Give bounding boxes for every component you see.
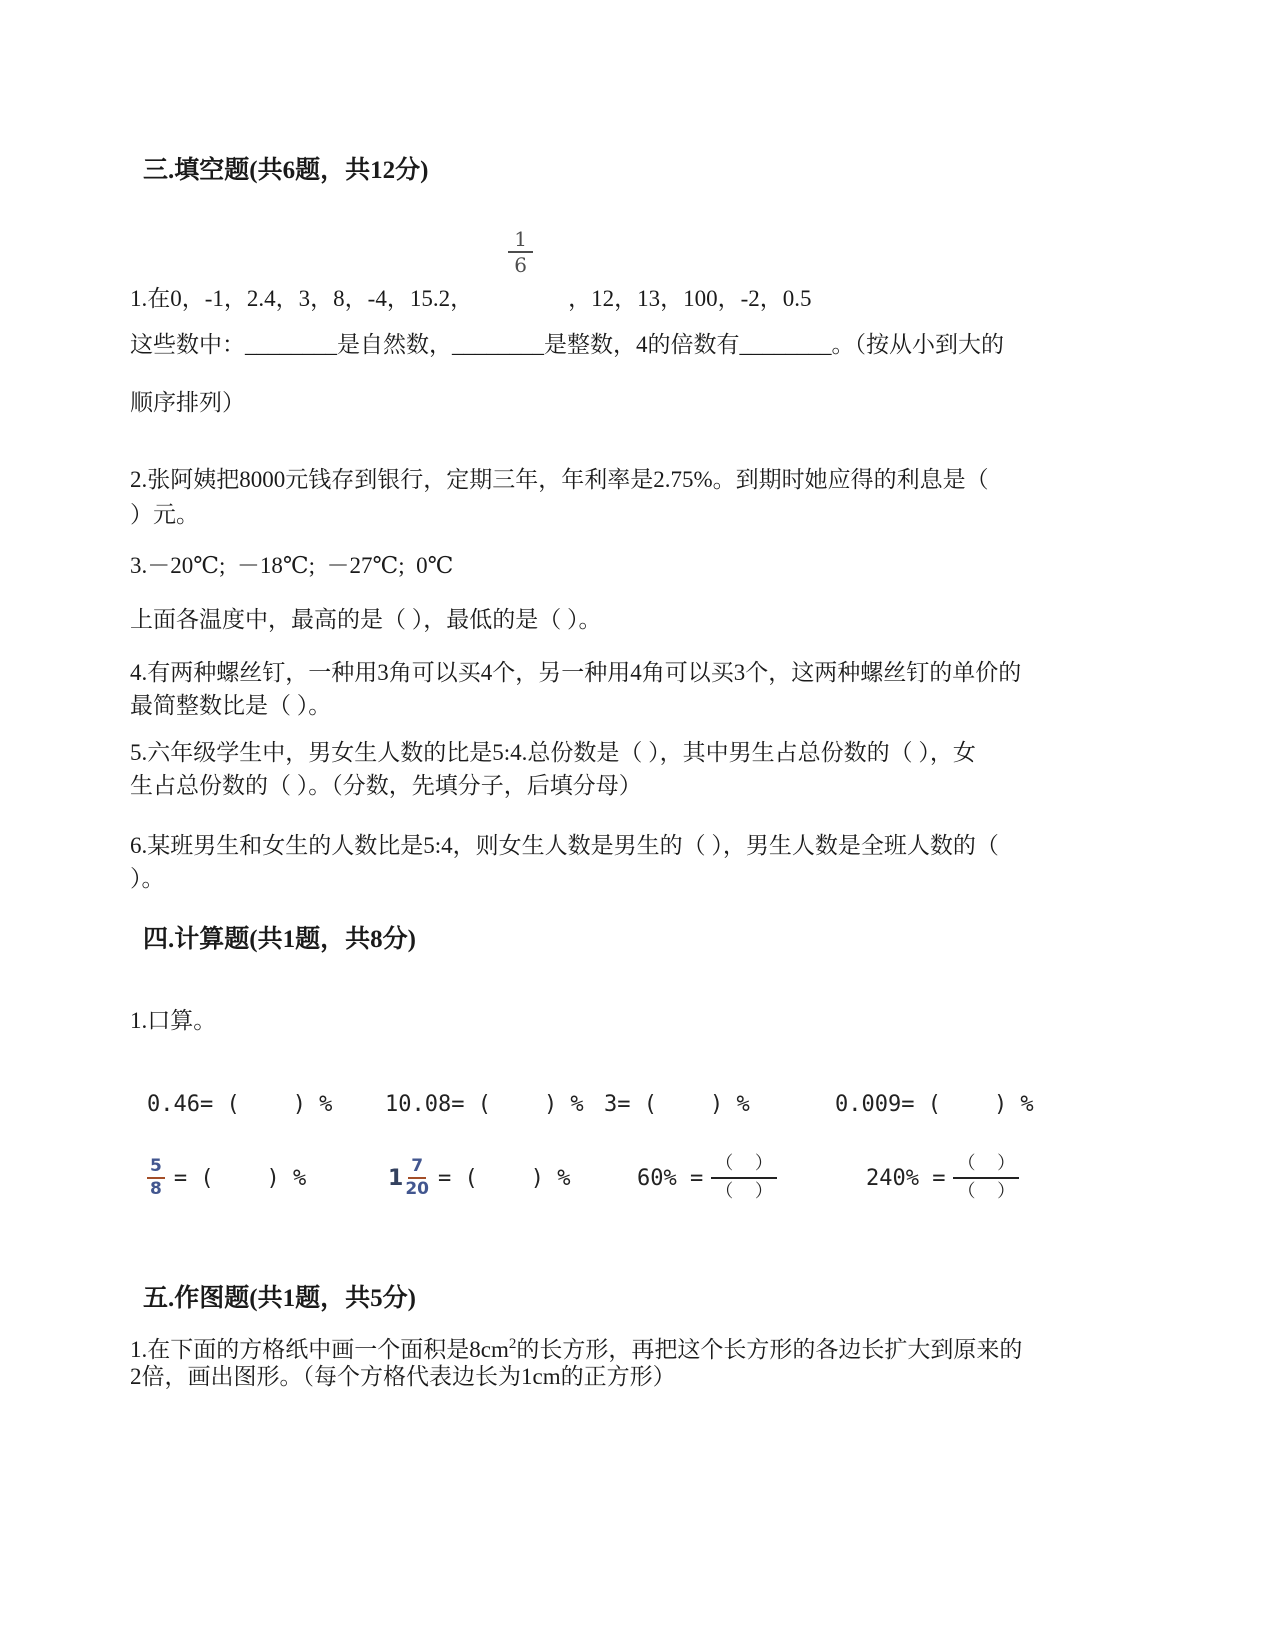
question-line: 最简整数比是（ ）。	[130, 693, 332, 718]
question-line	[130, 1329, 1022, 1365]
question-line: 3.－20℃; －18℃; －27℃; 0℃	[130, 553, 454, 578]
section-heading-calculation: 四.计算题(共1题，共8分)	[143, 926, 416, 953]
fraction-numerator: 1	[508, 228, 533, 253]
blank-fraction	[711, 1152, 777, 1204]
calc-item-five-eighths	[147, 1142, 306, 1214]
question-line: 6.某班男生和女生的人数比是5:4，则女生人数是男生的（ ），男生人数是全班人数的（	[130, 833, 999, 858]
fraction-numerator: 5	[147, 1157, 165, 1179]
question-line: 这些数中：________是自然数，________是整数，4的倍数有________。（按从小到大的	[130, 332, 1004, 357]
question-line: 5.六年级学生中，男女生人数的比是5:4.总份数是（ ），其中男生占总份数的（ ），女	[130, 740, 976, 765]
drawing-line1-pre: 1.在下面的方格纸中画一个面积是8cm	[130, 1337, 509, 1362]
calc-equals-blank: = ( ) %	[173, 1165, 307, 1191]
question-line: 2倍，画出图形。（每个方格代表边长为1cm的正方形）	[130, 1364, 676, 1389]
question-line: ）元。	[130, 502, 199, 527]
fraction-denominator: 8	[150, 1179, 162, 1199]
fraction-numerator: （ ）	[711, 1152, 777, 1179]
question-line: 上面各温度中，最高的是（ ），最低的是（ ）。	[130, 607, 602, 632]
mixed-number-whole: 1	[388, 1165, 404, 1191]
question-line: 顺序排列）	[130, 390, 245, 415]
calc-item-10-08-percent: 10.08= ( ) %	[385, 1092, 584, 1117]
calc-equals-blank: = ( ) %	[437, 1165, 571, 1191]
fraction-numerator: 7	[408, 1157, 426, 1179]
question-line: 2.张阿姨把8000元钱存到银行，定期三年，年利率是2.75%。到期时她应得的利息是（	[130, 467, 989, 492]
question-line: 4.有两种螺丝钉，一种用3角可以买4个，另一种用4角可以买3个，这两种螺丝钉的单价的	[130, 660, 1022, 685]
calc-label: 240% =	[866, 1165, 946, 1191]
calc-item-60-percent	[637, 1142, 777, 1214]
calc-item-0-46-percent: 0.46= ( ) %	[147, 1092, 333, 1117]
fraction-one-sixth	[473, 227, 568, 314]
drawing-line1-post: 的长方形，再把这个长方形的各边长扩大到原来的	[516, 1337, 1023, 1362]
question-line	[130, 227, 812, 314]
fraction-denominator: （ ）	[715, 1181, 773, 1202]
fraction-stack	[508, 228, 533, 276]
q1-number-list-prefix: 1.在0，-1，2.4，3，8，-4，15.2，	[130, 286, 474, 311]
question-line: 生占总份数的（ ）。（分数，先填分子，后填分母）	[130, 773, 642, 798]
fraction-numerator: （ ）	[953, 1152, 1019, 1179]
q1-number-list-suffix: ，12，13，100，-2，0.5	[568, 286, 812, 311]
oral-calc-label: 1.口算。	[130, 1008, 217, 1033]
calc-item-240-percent	[866, 1142, 1019, 1214]
question-line: ）。	[130, 866, 165, 891]
fraction-denominator: 6	[514, 253, 527, 277]
superscript-2: 2	[508, 1336, 517, 1352]
fraction-seven-twentieths	[405, 1157, 429, 1199]
section-heading-drawing: 五.作图题(共1题，共5分)	[143, 1285, 416, 1312]
fraction-denominator: 20	[405, 1179, 429, 1199]
fraction-five-eighths	[147, 1157, 165, 1199]
calc-item-0-009-percent: 0.009= ( ) %	[835, 1092, 1034, 1117]
blank-fraction	[953, 1152, 1019, 1204]
calc-label: 60% =	[637, 1165, 704, 1191]
section-heading-fill-blank: 三.填空题(共6题，共12分)	[143, 157, 429, 184]
calc-item-3-percent: 3= ( ) %	[604, 1092, 750, 1117]
fraction-denominator: （ ）	[957, 1181, 1016, 1202]
calc-item-one-and-seven-twentieths	[388, 1142, 570, 1214]
